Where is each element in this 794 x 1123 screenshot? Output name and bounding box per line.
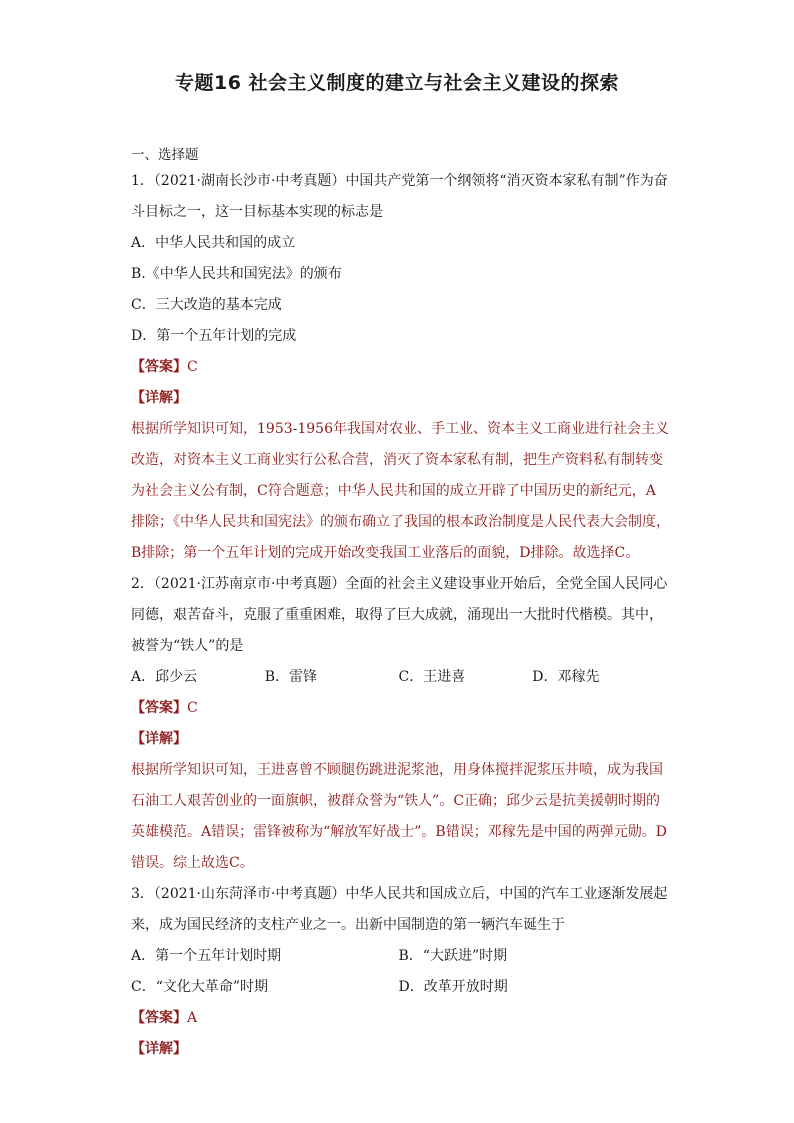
question-3 <box>131 879 666 1065</box>
option-a: A．第一个五年计划时期 <box>131 948 282 964</box>
page-title: 专题16 社会主义制度的建立与社会主义建设的探索 <box>174 72 620 94</box>
option-c: C．三大改造的基本完成 <box>131 297 282 313</box>
question-stem-line: 2．（2021·江苏南京市·中考真题）全面的社会主义建设事业开始后，全党全国人民同心 <box>131 576 668 592</box>
document-body <box>131 144 670 1065</box>
options-row <box>131 662 666 693</box>
option-a: A．中华人民共和国的成立 <box>131 235 296 251</box>
option-d: D．第一个五年计划的完成 <box>131 328 297 344</box>
answer-label: 【答案】 <box>131 359 187 375</box>
explanation-line: 排除；《中华人民共和国宪法》的颁布确立了我国的根本政治制度是人民代表大会制度， <box>131 514 670 530</box>
explanation-line: 错误。综上故选C。 <box>131 855 254 871</box>
detail-label: 【详解】 <box>131 731 187 747</box>
option-c: C．“文化大革命”时期 <box>131 979 269 995</box>
question-2 <box>131 569 666 879</box>
answer-value: A <box>187 1010 198 1026</box>
explanation-line: 根据所学知识可知，1953-1956年我国对农业、手工业、资本主义工商业进行社会主义 <box>131 421 669 437</box>
explanation <box>131 414 670 569</box>
explanation-line: 英雄模范。A错误；雷锋被称为“解放军好战士”。B错误；邓稼先是中国的两弹元勋。D <box>131 824 667 840</box>
answer-label: 【答案】 <box>131 700 187 716</box>
answer-label: 【答案】 <box>131 1010 187 1026</box>
question-stem-line: 被誉为“铁人”的是 <box>131 638 244 654</box>
explanation-line: 改造，对资本主义工商业实行公私合营，消灭了资本家私有制，把生产资料私有制转变 <box>131 452 663 468</box>
question-stem-line: 来，成为国民经济的支柱产业之一。出新中国制造的第一辆汽车诞生于 <box>131 917 565 933</box>
section-heading: 一、选择题 <box>131 147 199 163</box>
question-stem-line: 同德，艰苦奋斗，克服了重重困难，取得了巨大成就，涌现出一大批时代楷模。其中， <box>131 607 663 623</box>
answer-value: C <box>187 700 198 716</box>
options-row <box>131 941 666 972</box>
options-row <box>131 972 666 1003</box>
question-stem-line: 1．（2021·湖南长沙市·中考真题）中国共产党第一个纲领将“消灭资本家私有制”作为奋 <box>131 173 668 189</box>
answer-line <box>131 1003 666 1034</box>
explanation-line: B排除；第一个五年计划的完成开始改变我国工业落后的面貌，D排除。故选择C。 <box>131 545 640 561</box>
question-stem-line: 3．（2021·山东菏泽市·中考真题）中华人民共和国成立后，中国的汽车工业逐渐发展起 <box>131 886 668 902</box>
option-b: B．雷锋 <box>264 669 318 685</box>
explanation-line: 为社会主义公有制，C符合题意；中华人民共和国的成立开辟了中国历史的新纪元，A <box>131 483 656 499</box>
answer-value: C <box>187 359 198 375</box>
option-b: B.《中华人民共和国宪法》的颁布 <box>131 266 342 282</box>
option-a: A．邱少云 <box>131 669 198 685</box>
option-d: D．邓稼先 <box>532 669 600 685</box>
detail-label: 【详解】 <box>131 390 187 406</box>
explanation-line: 根据所学知识可知，王进喜曾不顾腿伤跳进泥浆池，用身体搅拌泥浆压井喷，成为我国 <box>131 762 663 778</box>
question-stem-line: 斗目标之一，这一目标基本实现的标志是 <box>131 204 383 220</box>
explanation <box>131 755 666 879</box>
option-d: D．改革开放时期 <box>398 979 508 995</box>
answer-line <box>131 352 666 383</box>
option-b: B．“大跃进”时期 <box>398 948 508 964</box>
question-1 <box>131 166 670 569</box>
explanation-line: 石油工人艰苦创业的一面旗帜，被群众誉为“铁人”。C正确；邱少云是抗美援朝时期的 <box>131 793 661 809</box>
option-c: C．王进喜 <box>398 669 466 685</box>
answer-line <box>131 693 666 724</box>
detail-label: 【详解】 <box>131 1041 187 1057</box>
